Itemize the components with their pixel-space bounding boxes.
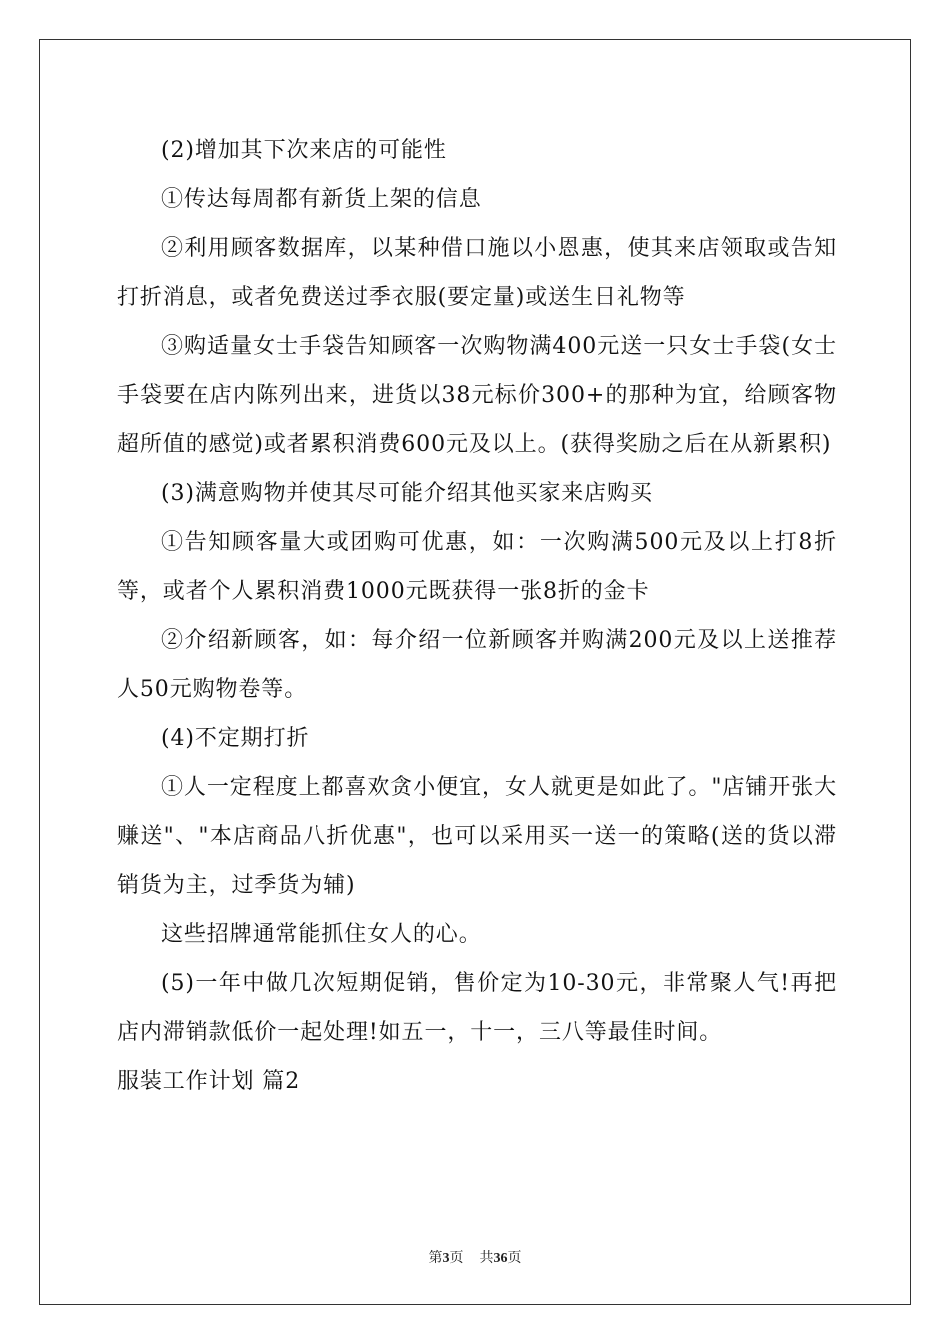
body-paragraph: 这些招牌通常能抓住女人的心。 (161, 922, 482, 947)
list-item: ①人一定程度上都喜欢贪小便宜，女人就更是如此了。"店铺开张大赚送"、"本店商品八折优惠"，也可以采用买一送一的策略(送的货以滞销货为主，过季货为辅) (117, 775, 837, 898)
heading-item-4: (4)不定期打折 (161, 726, 310, 751)
list-item: ②介绍新顾客，如：每介绍一位新顾客并购满200元及以上送推荐人50元购物卷等。 (117, 628, 837, 702)
list-item: ②利用顾客数据库，以某种借口施以小恩惠，使其来店领取或告知打折消息，或者免费送过季衣服(要定量)或送生日礼物等 (117, 236, 837, 310)
list-item: ③购适量女士手袋告知顾客一次购物满400元送一只女士手袋(女士手袋要在店内陈列出来，进货以38元标价300+的那种为宜，给顾客物超所值的感觉)或者累积消费600元及以上。(获得奖励之后在从新累积) (117, 334, 837, 457)
heading-item-5: (5)一年中做几次短期促销，售价定为10-30元，非常聚人气!再把店内滞销款低价一起处理!如五一，十一，三八等最佳时间。 (117, 971, 837, 1045)
footer-total-suffix: 页 (507, 1250, 522, 1266)
footer-page-mid: 页 (449, 1250, 464, 1266)
list-item: ①告知顾客量大或团购可优惠，如：一次购满500元及以上打8折等，或者个人累积消费1000元既获得一张8折的金卡 (117, 530, 837, 604)
footer-page-prefix: 第 (428, 1250, 443, 1266)
page-footer (0, 1247, 950, 1267)
heading-item-2: (2)增加其下次来店的可能性 (161, 138, 447, 163)
section-title: 服装工作计划 篇2 (117, 1069, 301, 1094)
footer-total-prefix: 共 (479, 1250, 494, 1266)
list-item: ①传达每周都有新货上架的信息 (161, 187, 482, 212)
heading-item-3: (3)满意购物并使其尽可能介绍其他买家来店购买 (161, 481, 653, 506)
document-body (117, 126, 837, 1106)
footer-page-total: 36 (493, 1251, 508, 1266)
footer-page-current: 3 (442, 1251, 450, 1266)
